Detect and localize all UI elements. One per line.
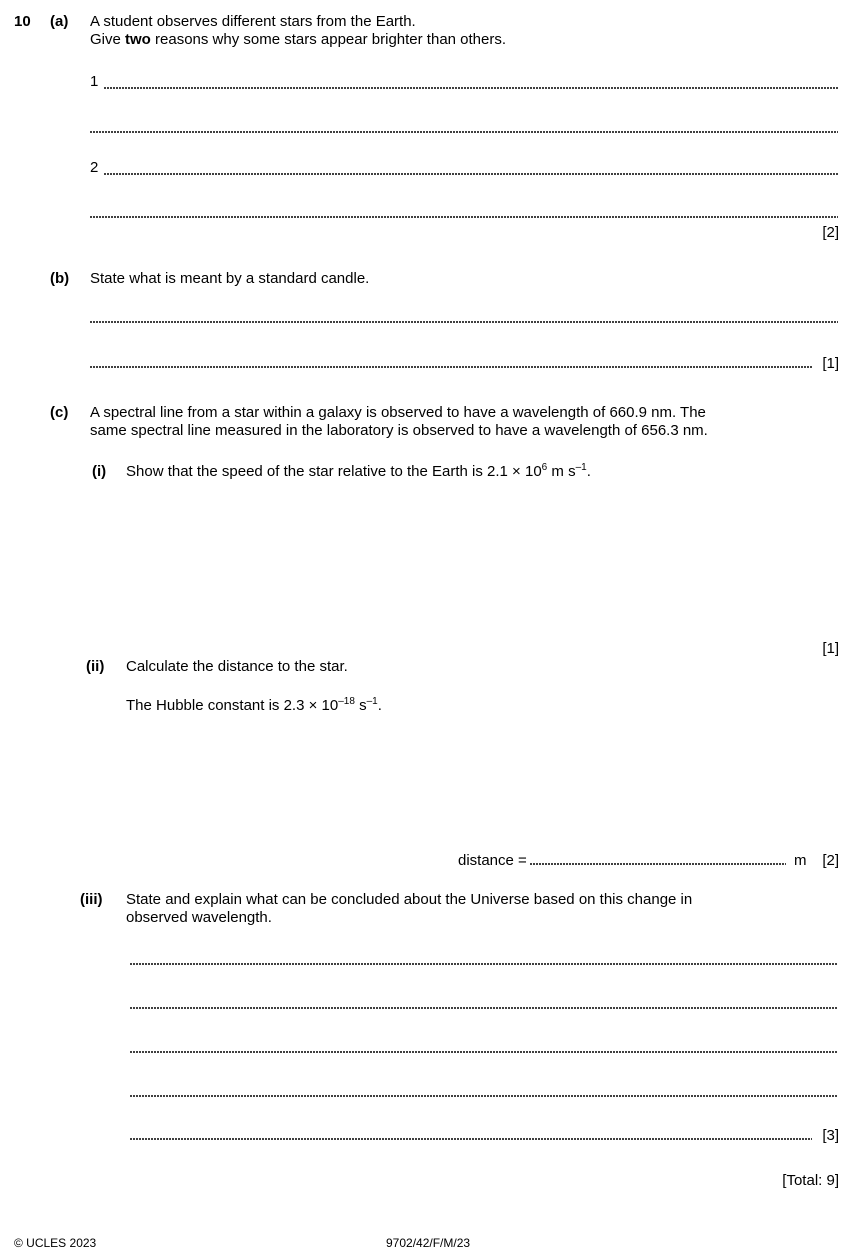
part-c-line1: A spectral line from a star within a galaxy is observed to have a wavelength of 660.9 nm. The [90, 404, 706, 421]
answer-number-2: 2 [90, 159, 99, 176]
hubble-text-post: . [377, 697, 382, 714]
answer-line[interactable] [90, 321, 838, 323]
part-ci-text-mid: m s [547, 463, 576, 480]
part-cii-label: (ii) [86, 658, 105, 675]
answer-line[interactable] [130, 1051, 838, 1053]
part-a-line1: A student observes different stars from the Earth. [90, 13, 416, 30]
part-ciii-marks: [3] [822, 1127, 839, 1144]
distance-answer-label: distance = [458, 852, 527, 869]
answer-line[interactable] [90, 216, 838, 218]
hubble-constant-text [126, 697, 382, 715]
part-a-label: (a) [50, 13, 69, 30]
answer-line[interactable] [90, 131, 838, 133]
total-marks: [Total: 9] [782, 1172, 839, 1189]
part-ciii-line2: observed wavelength. [126, 909, 272, 926]
footer-copyright: © UCLES 2023 [14, 1236, 97, 1250]
question-number: 10 [14, 13, 31, 30]
part-ciii-label: (iii) [80, 891, 103, 908]
hubble-sup1: –18 [338, 696, 355, 707]
answer-number-1: 1 [90, 73, 99, 90]
part-b-marks: [1] [822, 355, 839, 372]
hubble-text-pre: The Hubble constant is 2.3 × 10 [126, 697, 339, 714]
part-ci-text-post: . [586, 463, 591, 480]
part-cii-text: Calculate the distance to the star. [126, 658, 348, 675]
hubble-text-mid: s [354, 697, 367, 714]
part-ci-sup1: 6 [541, 462, 548, 473]
distance-unit: m [794, 852, 807, 869]
answer-line[interactable] [130, 1138, 812, 1140]
answer-line[interactable] [104, 87, 838, 89]
part-ci-text [126, 463, 591, 481]
footer-code: 9702/42/F/M/23 [386, 1236, 471, 1250]
part-c-line2: same spectral line measured in the laboratory is observed to have a wavelength of 656.3 nm. [90, 422, 708, 439]
part-ci-text-pre: Show that the speed of the star relative to the Earth is 2.1 × 10 [126, 463, 542, 480]
answer-line[interactable] [130, 1007, 838, 1009]
part-cii-marks: [2] [822, 852, 839, 869]
part-ci-sup2: –1 [575, 462, 587, 473]
answer-line[interactable] [90, 366, 812, 368]
answer-line[interactable] [130, 963, 838, 965]
part-a-marks: [2] [822, 224, 839, 241]
answer-line[interactable] [104, 173, 838, 175]
part-b-label: (b) [50, 270, 70, 287]
part-ci-label: (i) [92, 463, 107, 480]
distance-answer-line[interactable] [530, 863, 786, 865]
part-a-line2-post: reasons why some stars appear brighter than others. [150, 31, 507, 48]
part-a-line2 [90, 31, 506, 49]
answer-line[interactable] [130, 1095, 838, 1097]
part-ci-marks: [1] [822, 640, 839, 657]
part-c-label: (c) [50, 404, 69, 421]
part-ciii-line1: State and explain what can be concluded about the Universe based on this change in [126, 891, 693, 908]
hubble-sup2: –1 [366, 696, 378, 707]
part-b-text: State what is meant by a standard candle. [90, 270, 370, 287]
part-a-line2-bold: two [125, 31, 151, 48]
part-a-line2-pre: Give [90, 31, 126, 48]
